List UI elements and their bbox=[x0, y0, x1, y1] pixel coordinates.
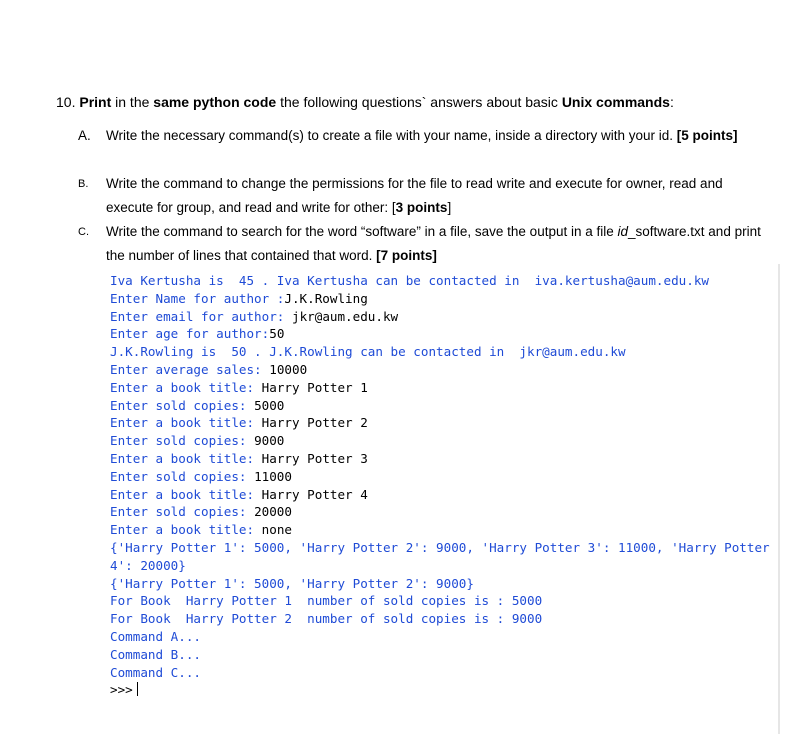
console-output-text: Enter average sales: bbox=[110, 361, 270, 377]
item-c-letter: C. bbox=[78, 226, 89, 238]
question-same-python-code: same python code bbox=[153, 94, 277, 110]
item-c-points: [7 points] bbox=[376, 248, 437, 263]
console-output-text: Iva Kertusha is 45 . Iva Kertusha can be contacted in iva.kertusha@aum.edu.kw bbox=[110, 273, 709, 288]
console-user-input: 20000 bbox=[254, 504, 292, 520]
console-output-text: Enter email for author: bbox=[110, 308, 292, 324]
console-line bbox=[110, 503, 778, 521]
item-a-points: [5 points] bbox=[676, 128, 738, 143]
item-b bbox=[78, 172, 768, 220]
console-output-text: Enter a book title: bbox=[110, 415, 262, 431]
console-user-input: 5000 bbox=[254, 397, 285, 413]
console-output-text: J.K.Rowling is 50 . J.K.Rowling can be contacted in jkr@aum.edu.kw bbox=[110, 344, 626, 360]
console-output-text: Enter sold copies: bbox=[110, 468, 255, 484]
console-output-text: Enter sold copies: bbox=[110, 433, 255, 449]
item-c-italic: id bbox=[617, 224, 629, 239]
console-user-input: J.K.Rowling bbox=[284, 290, 368, 306]
item-c bbox=[78, 220, 768, 268]
console-line bbox=[110, 290, 778, 308]
console-line bbox=[110, 361, 778, 379]
console-output-text: Enter a book title: bbox=[110, 486, 262, 502]
console-user-input: 11000 bbox=[254, 468, 292, 484]
console-output-text: Enter sold copies: bbox=[110, 504, 255, 520]
console-line bbox=[110, 486, 778, 504]
console-line bbox=[110, 468, 778, 486]
python-shell-output bbox=[104, 264, 780, 734]
console-output-text: Enter age for author: bbox=[110, 326, 270, 342]
console-output-text: For Book Harry Potter 1 number of sold copies is : 5000 bbox=[110, 593, 543, 609]
console-line bbox=[110, 379, 778, 397]
question-text-1: in the bbox=[111, 94, 154, 110]
console-line bbox=[110, 308, 778, 326]
console-output-text: {'Harry Potter 1': 5000, 'Harry Potter 2': 9000} bbox=[110, 575, 474, 591]
console-line bbox=[110, 450, 778, 468]
question-title bbox=[56, 92, 674, 112]
console-line bbox=[110, 575, 778, 593]
console-user-input: Harry Potter 4 bbox=[261, 486, 368, 502]
item-b-body: Write the command to change the permissions for the file to read write and execute for owner, read and execute for group, and read and write for other: [ bbox=[106, 176, 723, 215]
console-output-text: Enter a book title: bbox=[110, 450, 262, 466]
console-line bbox=[110, 325, 778, 343]
console-line bbox=[110, 664, 778, 682]
console-user-input: 10000 bbox=[269, 361, 308, 377]
console-user-input: none bbox=[261, 522, 292, 538]
console-output-text: For Book Harry Potter 2 number of sold copies is : 9000 bbox=[110, 611, 543, 627]
console-line bbox=[110, 343, 778, 361]
console-line bbox=[110, 592, 778, 610]
question-print: Print bbox=[79, 94, 112, 110]
console-line bbox=[110, 610, 778, 628]
question-text-2: the following questions` answers about basic bbox=[276, 94, 562, 110]
item-b-letter: B. bbox=[78, 178, 89, 190]
console-line bbox=[110, 397, 778, 415]
console-output-text: Enter a book title: bbox=[110, 522, 262, 538]
console-user-input: Harry Potter 1 bbox=[261, 379, 368, 395]
item-b-text bbox=[106, 172, 768, 220]
console-prompt-line[interactable] bbox=[110, 681, 778, 699]
console-output-text: Command A... bbox=[110, 628, 201, 644]
item-a-letter: A. bbox=[78, 128, 91, 143]
console-prompt: >>> bbox=[110, 682, 133, 698]
item-a bbox=[78, 124, 768, 148]
console-user-input: 50 bbox=[269, 326, 285, 342]
item-b-tail: ] bbox=[447, 200, 452, 215]
console-line bbox=[110, 539, 778, 575]
console-user-input: Harry Potter 2 bbox=[261, 415, 368, 431]
console-user-input: 9000 bbox=[254, 433, 285, 449]
console-line bbox=[110, 432, 778, 450]
console-lines bbox=[110, 272, 778, 681]
item-a-body: Write the necessary command(s) to create a file with your name, inside a directory with your id. bbox=[106, 128, 677, 143]
question-number: 10. bbox=[56, 94, 76, 110]
question-colon: : bbox=[669, 94, 674, 110]
item-c-body-b: _software.txt and print the number of lines that contained that word. bbox=[106, 224, 761, 263]
console-line bbox=[110, 628, 778, 646]
item-c-text bbox=[106, 220, 768, 268]
console-line bbox=[110, 272, 778, 290]
console-cut-line bbox=[110, 264, 778, 272]
console-output-text: Enter sold copies: bbox=[110, 397, 255, 413]
console-line bbox=[110, 521, 778, 539]
console-line bbox=[110, 646, 778, 664]
console-user-input: jkr@aum.edu.kw bbox=[291, 308, 399, 324]
text-cursor bbox=[137, 682, 138, 696]
item-b-points: 3 points bbox=[395, 200, 448, 215]
console-line bbox=[110, 414, 778, 432]
console-output-text: Command B... bbox=[110, 646, 201, 662]
question-unix-commands: Unix commands bbox=[561, 94, 670, 110]
console-output-text: Enter Name for author : bbox=[110, 290, 285, 306]
item-c-body-a: Write the command to search for the word “software” in a file, save the output in a file bbox=[106, 224, 618, 239]
console-user-input: Harry Potter 3 bbox=[261, 450, 368, 466]
console-output-text: {'Harry Potter 1': 5000, 'Harry Potter 2': 9000, 'Harry Potter 3': 11000, 'Harry Potter 4': 20000} bbox=[110, 539, 778, 573]
item-a-text bbox=[106, 124, 768, 148]
console-output-text: Enter a book title: bbox=[110, 379, 262, 395]
console-output-text: Command C... bbox=[110, 664, 201, 680]
